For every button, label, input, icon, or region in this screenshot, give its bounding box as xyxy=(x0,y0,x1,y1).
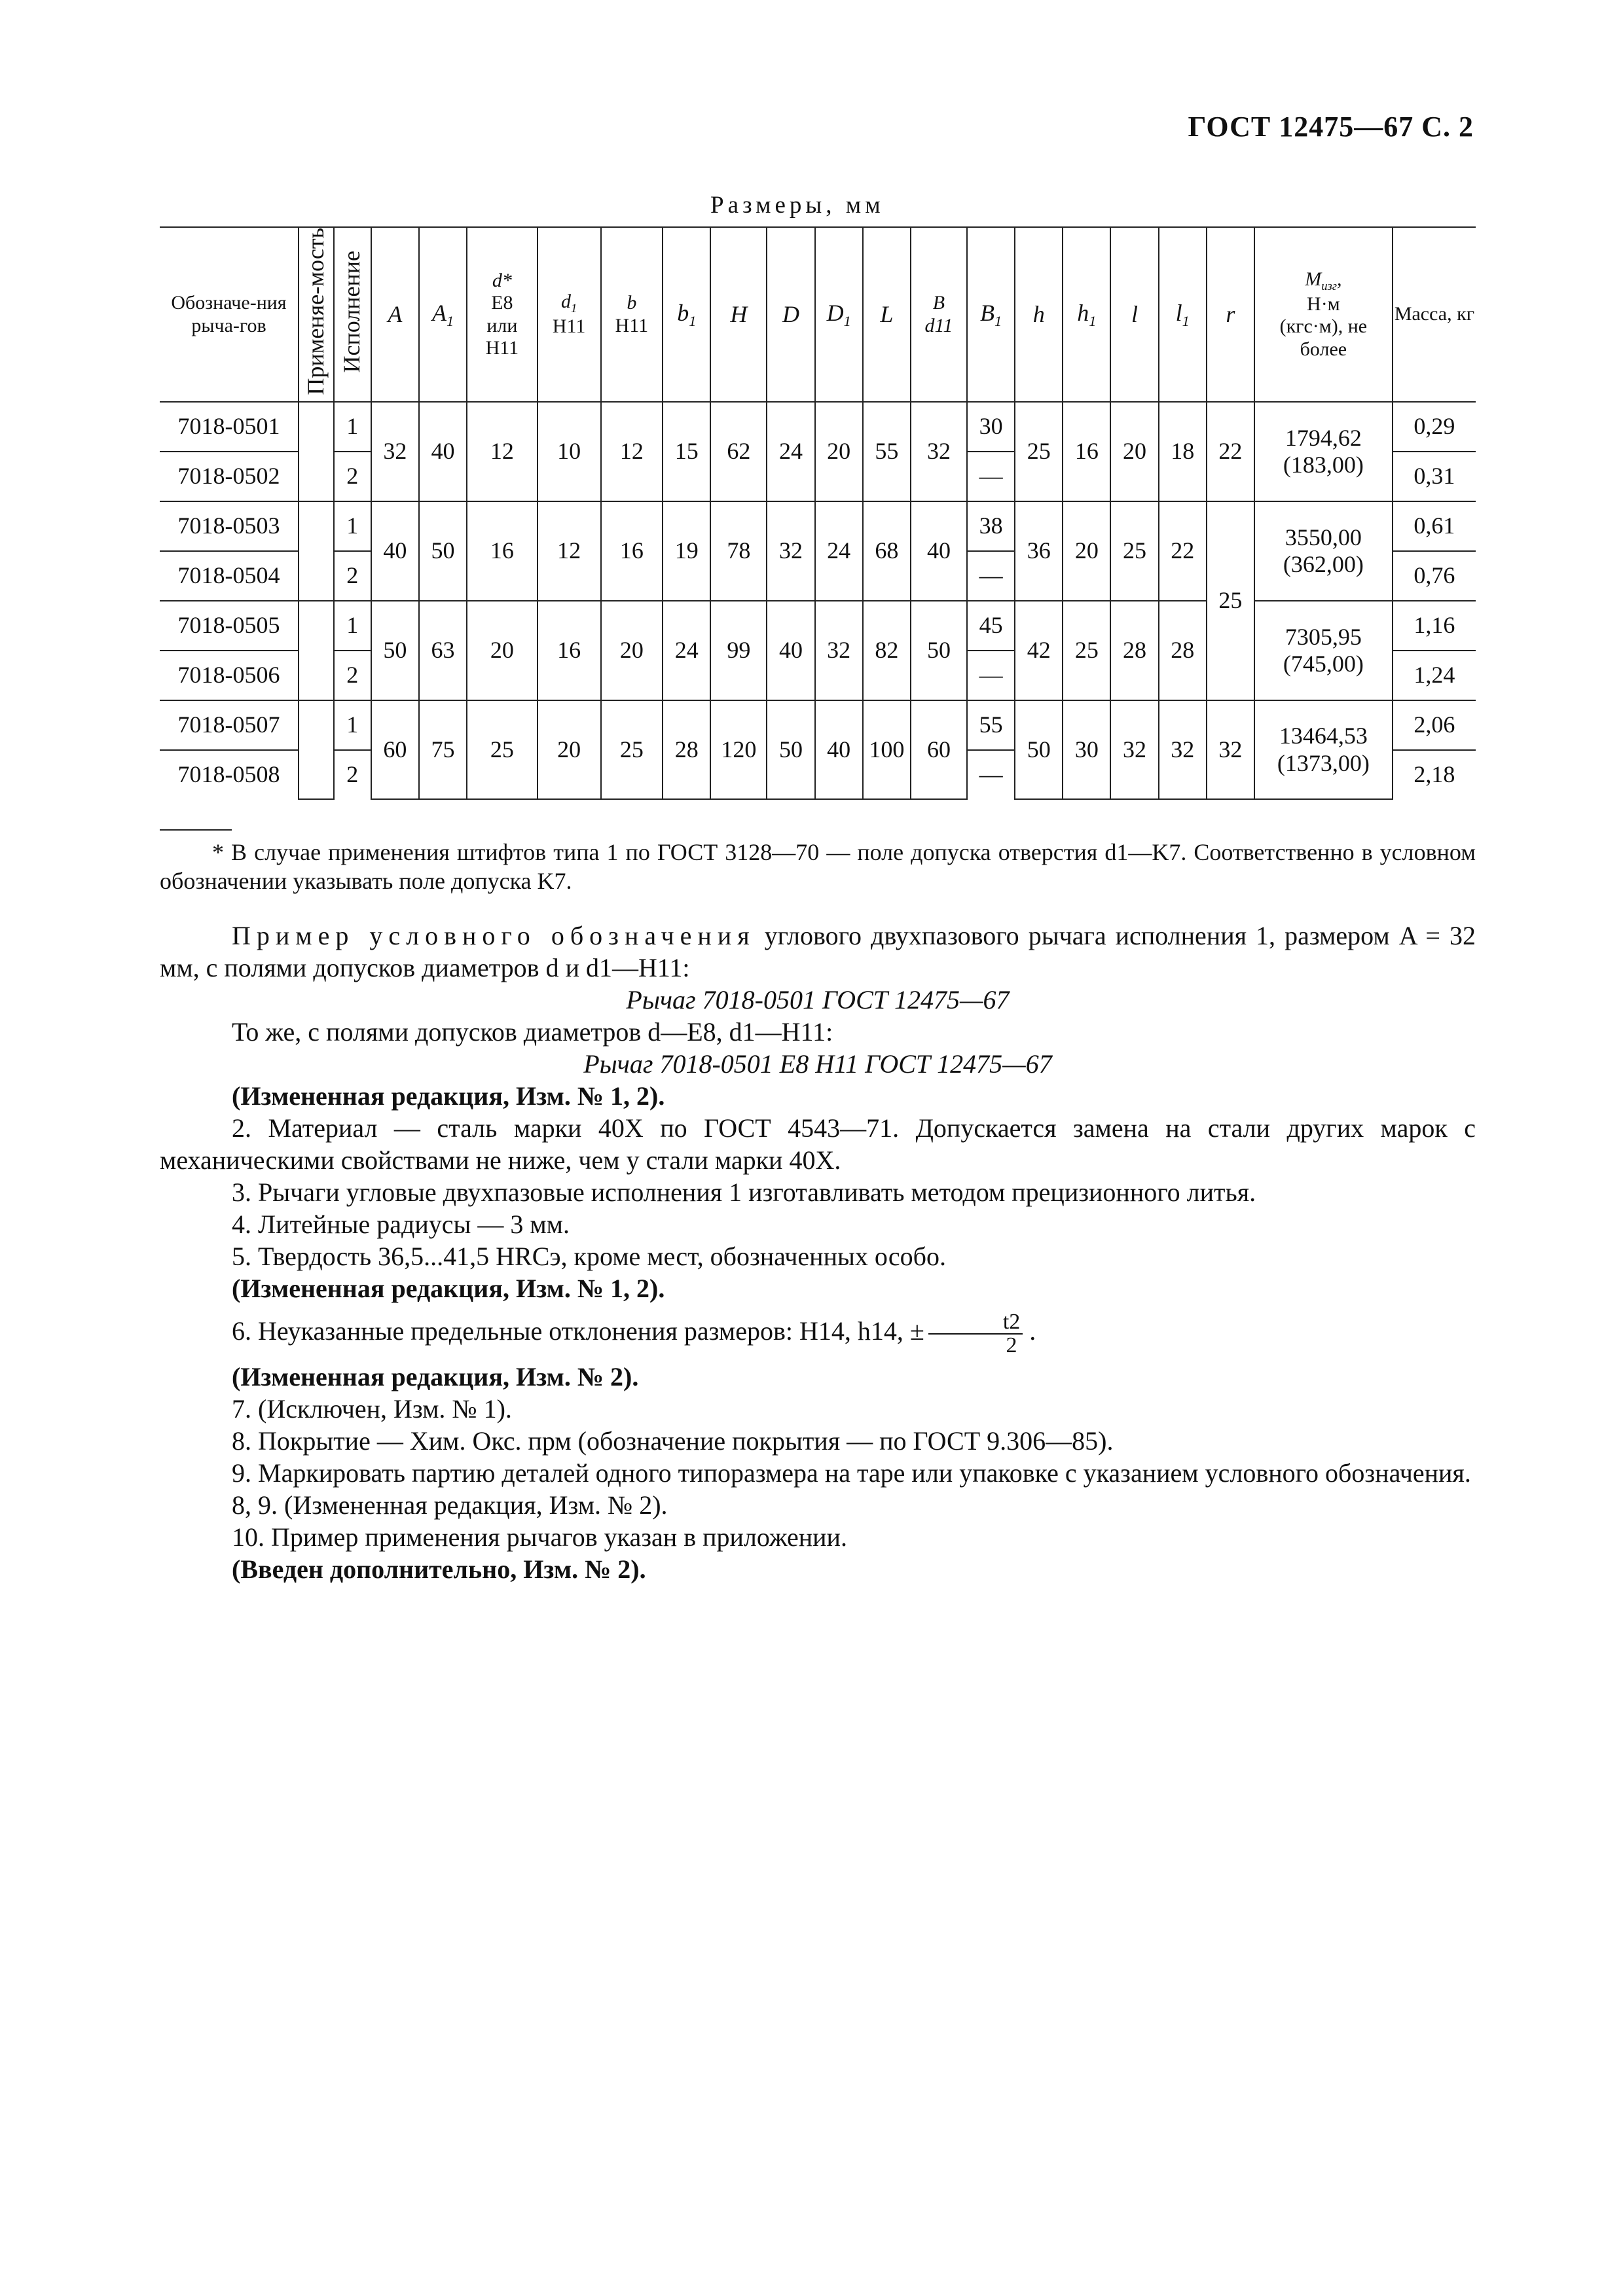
col-b: b H11 xyxy=(601,227,663,402)
item-6: 6. Неуказанные предельные отклонения размеров: H14, h14, ± $\frac{t2}{2}$ . xyxy=(232,1310,1036,1357)
revision-note: (Введен дополнительно, Изм. № 2). xyxy=(232,1554,646,1584)
item-4: 4. Литейные радиусы — 3 мм. xyxy=(232,1210,570,1239)
table-row: 7018-0508 2 — 2,18 xyxy=(160,750,1476,799)
document-body xyxy=(160,920,1476,1585)
col-H: H xyxy=(710,227,767,402)
revision-note: 8, 9. (Измененная редакция, Изм. № 2). xyxy=(232,1490,668,1520)
col-designation: Обозначе-ния рыча-гов xyxy=(160,227,299,402)
col-B1: $B_1$ xyxy=(967,227,1015,402)
item-2: 2. Материал — сталь марки 40Х по ГОСТ 4543—71. Допускается замена на стали других марок с механическими свойствами не ниже, чем у стали марки 40Х. xyxy=(160,1113,1476,1175)
col-d: d* E8 или H11 xyxy=(467,227,538,402)
col-d1: $d_1$ H11 xyxy=(538,227,601,402)
item-9: 9. Маркировать партию деталей одного типоразмера на таре или упаковке с указанием условного обозначения. xyxy=(232,1458,1471,1488)
table-row: 7018-0504 2 — 0,76 xyxy=(160,551,1476,601)
example-designation-2: Рычаг 7018-0501 E8 H11 ГОСТ 12475—67 xyxy=(583,1049,1052,1079)
item-10: 10. Пример применения рычагов указан в приложении. xyxy=(232,1522,847,1552)
col-A: A xyxy=(371,227,419,402)
col-h1: $h_1$ xyxy=(1063,227,1110,402)
col-moment: $M_{изг}$, Н·м (кгс·м), не более xyxy=(1254,227,1393,402)
page-header: ГОСТ 12475—67 С. 2 xyxy=(1188,111,1474,143)
table-row: 7018-0506 2 — 1,24 xyxy=(160,651,1476,700)
item-3: 3. Рычаги угловые двухпазовые исполнения 1 изготавливать методом прецизионного литья. xyxy=(232,1177,1256,1207)
dimensions-table xyxy=(160,226,1476,800)
item-8: 8. Покрытие — Хим. Окс. прм (обозначение покрытия — по ГОСТ 9.306—85). xyxy=(232,1426,1114,1456)
table-row: 7018-0502 2 — 0,31 xyxy=(160,452,1476,501)
col-version: Исполнение xyxy=(334,227,371,402)
col-D: D xyxy=(767,227,814,402)
table-header-row xyxy=(160,227,1476,402)
revision-note: (Измененная редакция, Изм. № 1, 2). xyxy=(232,1274,665,1303)
table-caption: Размеры, мм xyxy=(710,192,884,219)
table-row: 7018-0505 1 50 63 20 16 20 24 99 40 32 82 50 45 42 25 28 28 7305,95 (745,00) 1,16 xyxy=(160,601,1476,651)
example-same: То же, с полями допусков диаметров d—E8, d1—H11: xyxy=(232,1017,833,1047)
revision-note: (Измененная редакция, Изм. № 2). xyxy=(232,1362,639,1391)
col-h: h xyxy=(1015,227,1063,402)
revision-note: (Измененная редакция, Изм. № 1, 2). xyxy=(232,1081,665,1111)
table-row: 7018-0501 1 32 40 12 10 12 15 62 24 20 55 32 30 25 16 20 18 22 1794,62 (183,00) 0,29 xyxy=(160,402,1476,452)
col-L: L xyxy=(863,227,911,402)
item-5: 5. Твердость 36,5...41,5 HRCэ, кроме мест, обозначенных особо. xyxy=(232,1242,946,1271)
example-paragraph: Пример условного обозначения углового двухпазового рычага исполнения 1, размером A = 32 мм, с полями допусков диаметров d и d1—H11: xyxy=(160,921,1476,982)
col-B: B d11 xyxy=(911,227,967,402)
item-7: 7. (Исключен, Изм. № 1). xyxy=(232,1394,512,1424)
col-A1: $A_1$ xyxy=(419,227,467,402)
col-l1: $l_1$ xyxy=(1159,227,1207,402)
r-merged-cell: 25 xyxy=(1207,501,1254,700)
col-applicability: Применяе-мость xyxy=(299,227,334,402)
col-mass: Масса, кг xyxy=(1393,227,1476,402)
example-designation-1: Рычаг 7018-0501 ГОСТ 12475—67 xyxy=(626,985,1010,1014)
table-row: 7018-0503 1 40 50 16 12 16 19 78 32 24 68 40 38 36 20 25 22 25 3550,00 (362,00) 0,61 xyxy=(160,501,1476,551)
footnote: * В случае применения штифтов типа 1 по ГОСТ 3128—70 — поле допуска отверстия d1—K7. Соответственно в условном обозначении указывать поле допуска K7. xyxy=(160,839,1476,894)
col-D1: $D_1$ xyxy=(815,227,863,402)
col-r: r xyxy=(1207,227,1254,402)
col-l: l xyxy=(1110,227,1158,402)
table-row: 7018-0507 1 60 75 25 20 25 28 120 50 40 100 60 55 50 30 32 32 32 13464,53 (1373,00) 2,06 xyxy=(160,700,1476,750)
footnote-divider xyxy=(160,829,232,831)
fraction: $\frac{t2}{2}$ xyxy=(928,1311,1023,1357)
col-b1: $b_1$ xyxy=(663,227,710,402)
